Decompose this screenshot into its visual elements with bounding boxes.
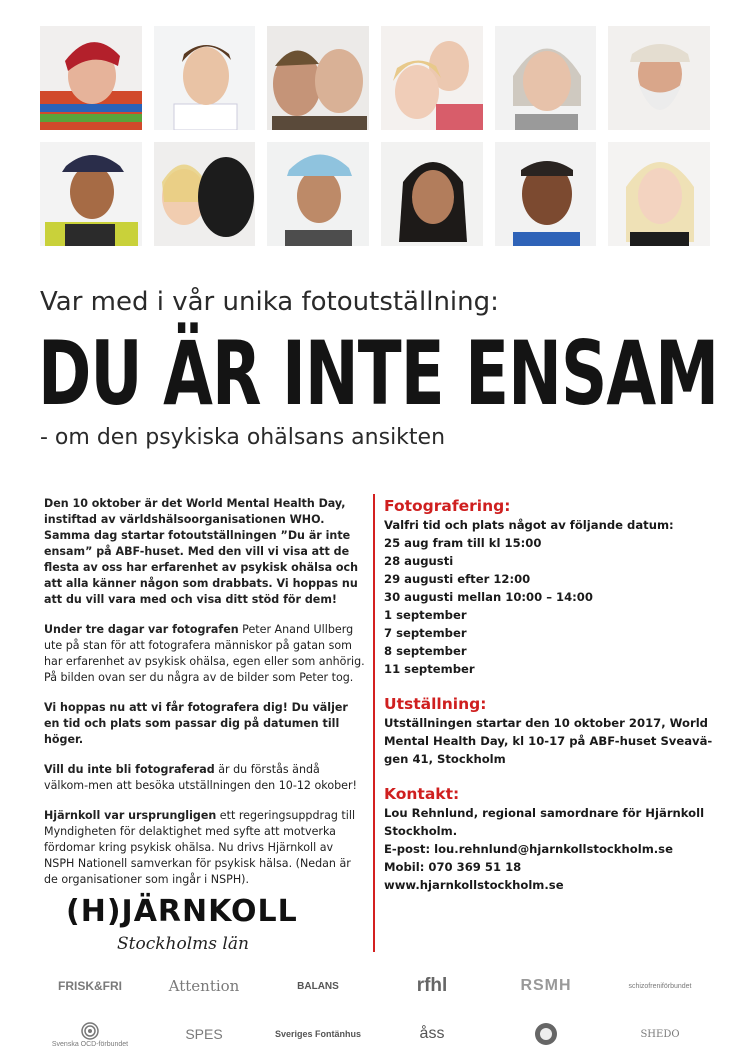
- org-logo-fontanhus: Sveriges Fontänhus: [274, 1029, 362, 1039]
- intro-subtitle: Var med i vår unika fotoutställning:: [40, 287, 499, 317]
- photographer-paragraph: [44, 622, 366, 686]
- portrait-row-2: [40, 142, 710, 246]
- photographer-text: Peter Anand Ullberg ute på stan för att fotografera människor på gatan som har erfarenhet av psykisk ohälsa, egen eller som anhörig. På bilden ovan ser du några av de bilder som Peter tog.: [44, 623, 365, 684]
- org-logo-attention: Attention: [168, 977, 240, 995]
- date-list: [384, 534, 724, 678]
- org-logo-ocd-label: Svenska OCD-förbundet: [51, 1040, 129, 1048]
- exhibition-section: [384, 694, 724, 768]
- organisation-logos: [40, 966, 710, 1062]
- contact-name: Lou Rehnlund, regional samordnare för Hjärnkoll Stockholm.: [384, 806, 705, 838]
- photography-intro: Valfri tid och plats något av följande datum:: [384, 518, 674, 532]
- portrait-photo: [381, 142, 483, 246]
- portrait-grid: [40, 26, 710, 258]
- portrait-photo: [495, 26, 597, 130]
- date-item: 7 september: [384, 626, 467, 640]
- right-column: [384, 496, 724, 910]
- portrait-photo: [40, 26, 142, 130]
- intro-paragraph: Den 10 oktober är det World Mental Health Day, instiftad av världshälsoorganisationen WHO. Samma dag startar fotoutställningen ”Du är inte ensam” på ABF-huset. Med den vill vi visa att de flesta av oss har erfarenhet av psykisk ohälsa och att alla känner någon som drabbats. Vi hoppas nu att du vill vara med och visa ditt stöd för dem!: [44, 497, 359, 606]
- circle-emblem-icon: [534, 1022, 558, 1046]
- portrait-photo: [154, 142, 256, 246]
- org-logo-spes: SPES: [185, 1026, 223, 1042]
- photography-title: Fotografering:: [384, 497, 511, 515]
- portrait-photo: [267, 142, 369, 246]
- org-logo-ass: åss: [419, 1025, 445, 1042]
- org-logo-round: [496, 1022, 596, 1046]
- headline: DU ÄR INTE ENSAM: [38, 322, 719, 426]
- date-item: 8 september: [384, 644, 467, 658]
- org-row-2: [40, 1014, 710, 1054]
- hjarnkoll-paragraph: [44, 808, 366, 888]
- portrait-photo: [608, 142, 710, 246]
- hjarnkoll-lead: Hjärnkoll var ursprungligen: [44, 809, 217, 822]
- visit-paragraph: [44, 762, 366, 794]
- date-item: 30 augusti mellan 10:00 – 14:00: [384, 590, 593, 604]
- portrait-photo: [608, 26, 710, 130]
- date-item: 1 september: [384, 608, 467, 622]
- photography-section: [384, 496, 724, 678]
- contact-website[interactable]: www.hjarnkollstockholm.se: [384, 878, 564, 892]
- spiral-icon: [80, 1021, 100, 1041]
- hjarnkoll-logo-subtitle: Stockholms län: [117, 934, 249, 954]
- portrait-photo: [381, 26, 483, 130]
- date-item: 25 aug fram till kl 15:00: [384, 536, 542, 550]
- org-logo-ocd: [40, 1021, 140, 1048]
- contact-phone: Mobil: 070 369 51 18: [384, 860, 522, 874]
- org-logo-balans: BALANS: [297, 980, 339, 992]
- hjarnkoll-logo: (H)JÄRNKOLL: [66, 894, 298, 929]
- org-logo-rsmh: RSMH: [520, 977, 572, 994]
- org-logo-shedo: SHEDO: [640, 1028, 680, 1040]
- contact-section: [384, 784, 724, 894]
- date-item: 11 september: [384, 662, 475, 676]
- contact-title: Kontakt:: [384, 785, 460, 803]
- portrait-photo: [267, 26, 369, 130]
- headline-subtitle: - om den psykiska ohälsans ansikten: [40, 425, 446, 450]
- visit-text: är du förstås ändå välkom-men att besöka utställningen den 10-12 okober!: [44, 763, 357, 792]
- exhibition-text: Utställningen startar den 10 oktober 2017, World Mental Health Day, kl 10-17 på ABF-huset Sveavä-gen 41, Stockholm: [384, 716, 713, 766]
- org-logo-rfhl: rfhl: [416, 975, 448, 996]
- invite-paragraph: Vi hoppas nu att vi får fotografera dig! Du väljer en tid och plats som passar dig på datumen till höger.: [44, 701, 348, 746]
- org-row-1: [40, 966, 710, 1006]
- contact-email[interactable]: E-post: lou.rehnlund@hjarnkollstockholm.se: [384, 842, 673, 856]
- portrait-row-1: [40, 26, 710, 130]
- exhibition-title: Utställning:: [384, 695, 487, 713]
- portrait-photo: [154, 26, 256, 130]
- date-item: 29 augusti efter 12:00: [384, 572, 531, 586]
- date-item: 28 augusti: [384, 554, 454, 568]
- column-divider: [373, 494, 375, 952]
- org-logo-frisk-fri: FRISK&FRI: [58, 979, 122, 993]
- visit-lead: Vill du inte bli fotograferad: [44, 763, 215, 776]
- left-column: [44, 496, 366, 902]
- portrait-photo: [495, 142, 597, 246]
- org-logo-schizofreniforbundet: schizofreniförbundet: [628, 982, 692, 990]
- portrait-photo: [40, 142, 142, 246]
- photographer-lead: Under tre dagar var fotografen: [44, 623, 239, 636]
- hjarnkoll-text: ett regeringsuppdrag till Myndigheten för delaktighet med syfte att motverka fördomar kring psykisk ohälsa. Nu drivs Hjärnkoll av NSPH Nationell samverkan för psykisk hälsa. (Nedan är de organisationer som ingår i NSPH).: [44, 809, 356, 886]
